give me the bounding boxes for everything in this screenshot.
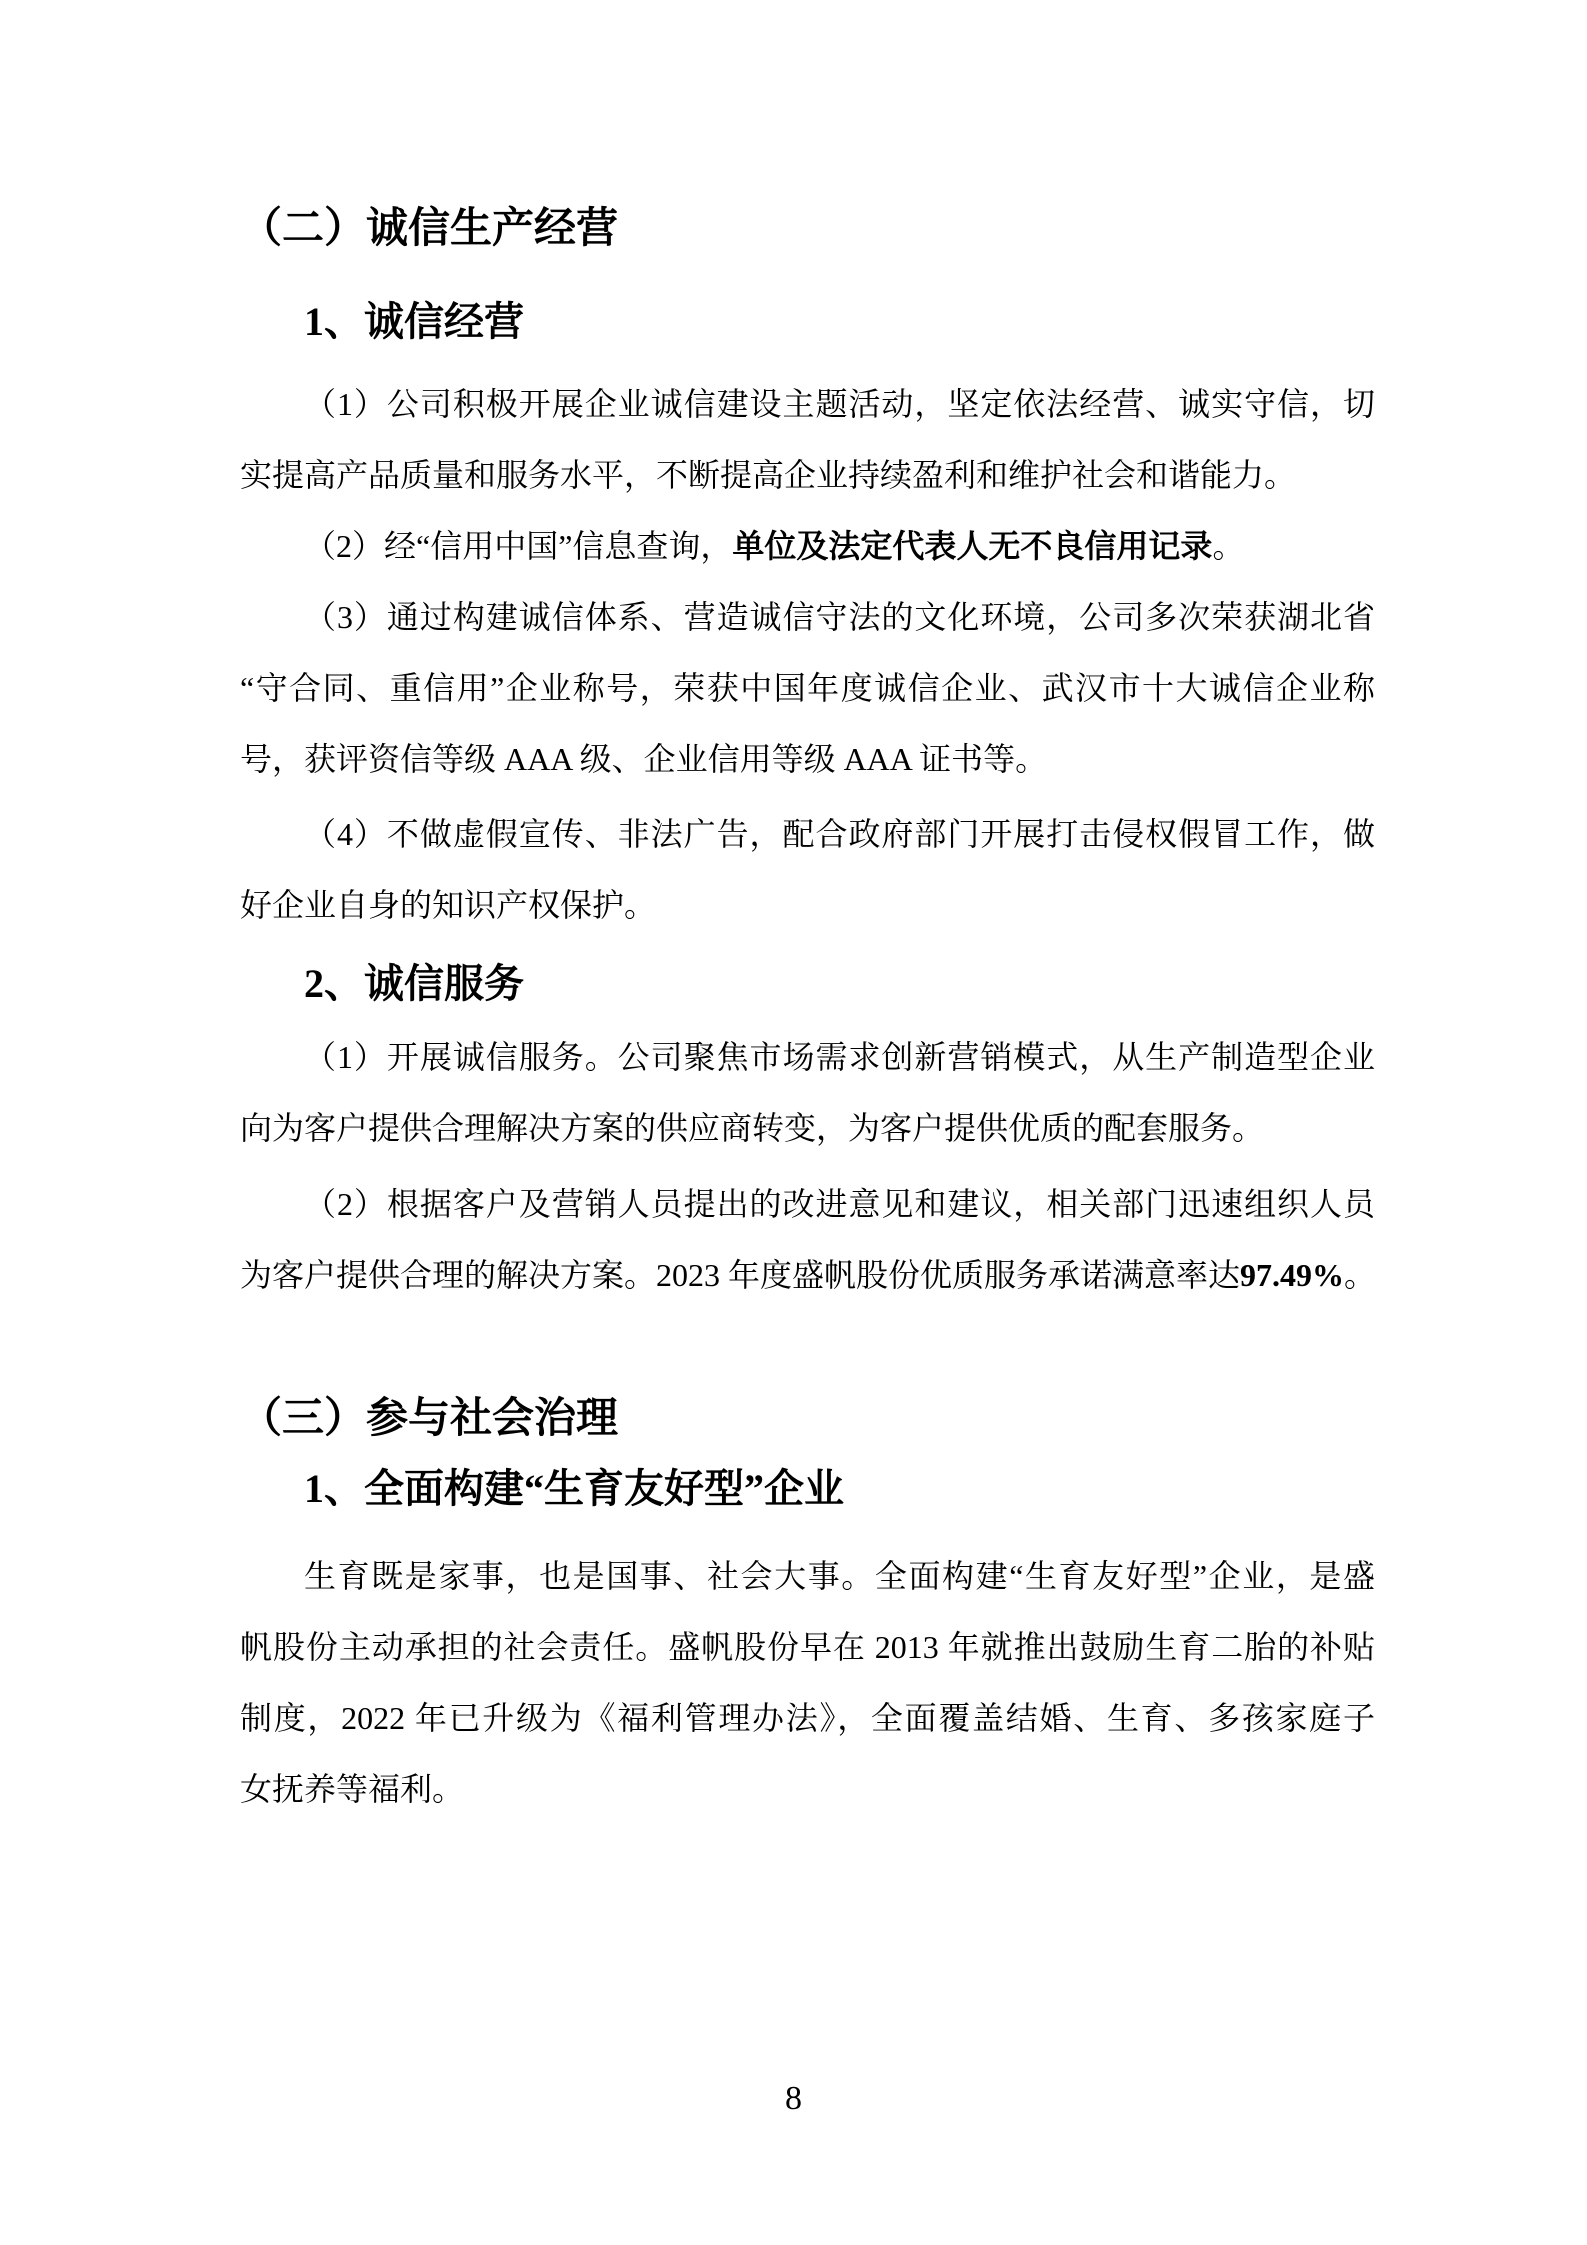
paragraph-line: 向为客户提供合理解决方案的供应商转变，为客户提供优质的配套服务。 xyxy=(240,1110,1265,1146)
bold-text-satisfaction-rate: 97.49% xyxy=(1240,1257,1345,1293)
paragraph-line: 生育既是家事，也是国事、社会大事。全面构建“生育友好型”企业，是盛 xyxy=(304,1558,1375,1594)
paragraph-text: 。 xyxy=(1344,1257,1377,1293)
paragraph-line xyxy=(240,1240,1375,1311)
paragraph-line: 号，获评资信等级 AAA 级、企业信用等级 AAA 证书等。 xyxy=(240,741,1048,777)
paragraph xyxy=(240,1541,1375,1825)
paragraph-line: （3）通过构建诚信体系、营造诚信守法的文化环境，公司多次荣获湖北省 xyxy=(304,599,1375,635)
paragraph-line: 好企业自身的知识产权保护。 xyxy=(240,887,657,923)
paragraph-line: 制度，2022 年已升级为《福利管理办法》，全面覆盖结婚、生育、多孩家庭子 xyxy=(240,1700,1375,1736)
page-number: 8 xyxy=(785,2080,802,2117)
paragraph xyxy=(240,799,1375,941)
subsection-heading-integrity-service: 2、诚信服务 xyxy=(304,961,524,1006)
paragraph xyxy=(240,582,1375,795)
paragraph-line: （1）公司积极开展企业诚信建设主题活动，坚定依法经营、诚实守信，切 xyxy=(304,386,1375,422)
subsection-heading-integrity-operation: 1、诚信经营 xyxy=(304,299,524,344)
paragraph-line: “守合同、重信用”企业称号，荣获中国年度诚信企业、武汉市十大诚信企业称 xyxy=(240,670,1375,706)
paragraph-line: （4）不做虚假宣传、非法广告，配合政府部门开展打击侵权假冒工作，做 xyxy=(304,816,1375,852)
paragraph-line xyxy=(240,511,1375,582)
paragraph xyxy=(240,369,1375,511)
paragraph xyxy=(240,511,1375,582)
paragraph-text: 。 xyxy=(1212,528,1245,564)
section-heading-social-governance: （三）参与社会治理 xyxy=(240,1396,619,1442)
section-heading-integrity-production: （二）诚信生产经营 xyxy=(240,206,619,252)
paragraph-line: 帆股份主动承担的社会责任。盛帆股份早在 2013 年就推出鼓励生育二胎的补贴 xyxy=(240,1629,1375,1665)
paragraph-line: 实提高产品质量和服务水平，不断提高企业持续盈利和维护社会和谐能力。 xyxy=(240,457,1297,493)
page-content xyxy=(240,0,1375,1825)
paragraph xyxy=(240,1169,1375,1311)
paragraph-text: 为客户提供合理的解决方案。2023 年度盛帆股份优质服务承诺满意率达 xyxy=(240,1257,1241,1293)
bold-text-no-bad-credit: 单位及法定代表人无不良信用记录 xyxy=(732,528,1213,564)
paragraph xyxy=(240,1022,1375,1164)
paragraph-line: （1）开展诚信服务。公司聚焦市场需求创新营销模式，从生产制造型企业 xyxy=(304,1039,1375,1075)
paragraph-text: （2）经“信用中国”信息查询， xyxy=(304,528,733,564)
paragraph-line: （2）根据客户及营销人员提出的改进意见和建议，相关部门迅速组织人员 xyxy=(304,1186,1375,1222)
paragraph-line: 女抚养等福利。 xyxy=(240,1771,465,1807)
subsection-heading-fertility-friendly: 1、全面构建“生育友好型”企业 xyxy=(304,1466,844,1511)
